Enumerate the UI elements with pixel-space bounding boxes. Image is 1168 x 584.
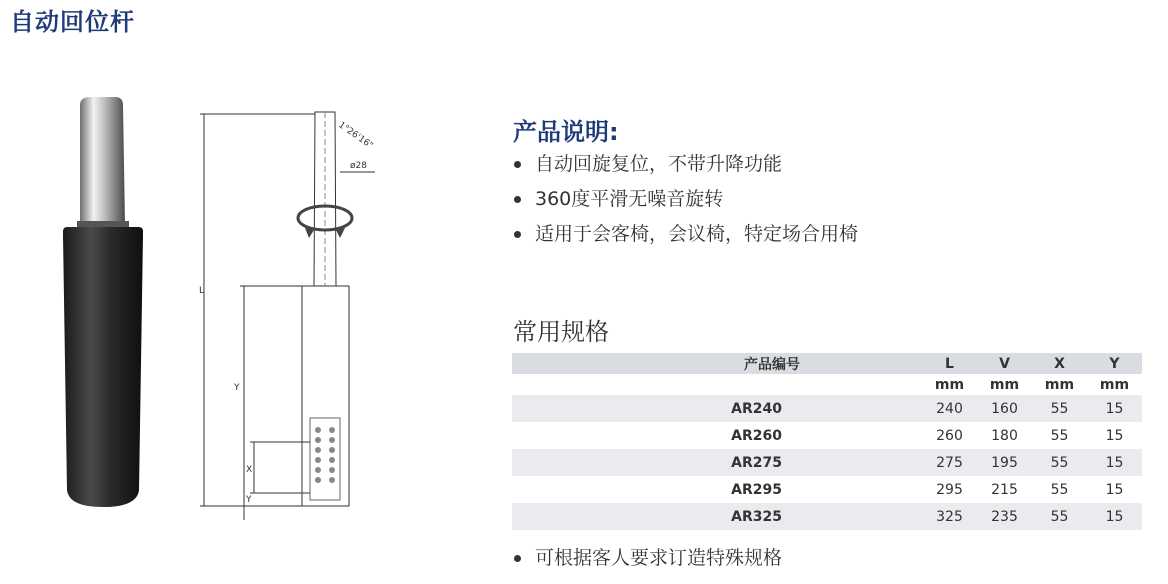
table-cell: 235 (977, 503, 1032, 530)
table-cell: 15 (1087, 395, 1142, 422)
table-units-row (512, 374, 1142, 395)
specs-heading: 常用规格 (513, 318, 609, 346)
table-cell: 55 (1032, 449, 1087, 476)
column-header-L: L (922, 353, 977, 374)
unit-cell: mm (1044, 376, 1075, 393)
table-cell: 15 (1105, 481, 1124, 498)
table-cell: 240 (922, 395, 977, 422)
dim-X-label: X (246, 465, 253, 475)
column-header-model: 产品编号 (512, 353, 922, 374)
product-photo (55, 95, 155, 520)
table-cell: 15 (1087, 449, 1142, 476)
model-cell: AR275 (512, 449, 922, 476)
description-item: 适用于会客椅，会议椅，特定场合用椅 (513, 222, 858, 257)
unit-cell: mm (989, 376, 1020, 393)
unit-cell: mm (934, 376, 965, 393)
table-cell: 55 (1050, 481, 1069, 498)
table-row (512, 449, 1142, 476)
table-row (512, 422, 1142, 449)
technical-drawing (190, 100, 390, 520)
unit-cell: mm (1099, 376, 1130, 393)
table-cell: 195 (977, 449, 1032, 476)
model-cell: AR295 (731, 481, 782, 498)
dim-L-label: L (199, 286, 205, 296)
column-header-X: X (1032, 353, 1087, 374)
table-cell: 15 (1105, 427, 1124, 444)
description-item: 360度平滑无噪音旋转 (513, 187, 858, 222)
page-title: 自动回位杆 (10, 8, 135, 36)
description-heading: 产品说明: (513, 118, 619, 146)
table-cell: 180 (991, 427, 1018, 444)
description-item: 自动回旋复位，不带升降功能 (513, 152, 858, 187)
table-cell: 55 (1032, 503, 1087, 530)
table-header-row (512, 353, 1142, 374)
table-row (512, 476, 1142, 503)
table-cell: 325 (922, 503, 977, 530)
diameter-label: ø28 (350, 161, 367, 171)
unit-cell (512, 374, 922, 395)
table-cell: 55 (1050, 427, 1069, 444)
table-cell: 160 (977, 395, 1032, 422)
column-header-Y: Y (1087, 353, 1142, 374)
model-cell: AR260 (731, 427, 782, 444)
model-cell: AR325 (512, 503, 922, 530)
table-cell: 215 (991, 481, 1018, 498)
table-cell: 275 (922, 449, 977, 476)
custom-spec-note: 可根据客人要求订造特殊规格 (513, 546, 782, 570)
table-cell: 15 (1087, 503, 1142, 530)
dim-Y-label: Y (246, 495, 252, 505)
table-cell: 295 (936, 481, 963, 498)
column-header-V: V (977, 353, 1032, 374)
table-cell: 55 (1032, 395, 1087, 422)
description-list (513, 152, 858, 257)
model-cell: AR240 (512, 395, 922, 422)
table-row (512, 503, 1142, 530)
specs-table (512, 353, 1142, 530)
dim-V-label: Y (234, 383, 240, 393)
table-cell: 260 (936, 427, 963, 444)
table-row (512, 395, 1142, 422)
taper-label: 1°26'16" (336, 120, 375, 152)
